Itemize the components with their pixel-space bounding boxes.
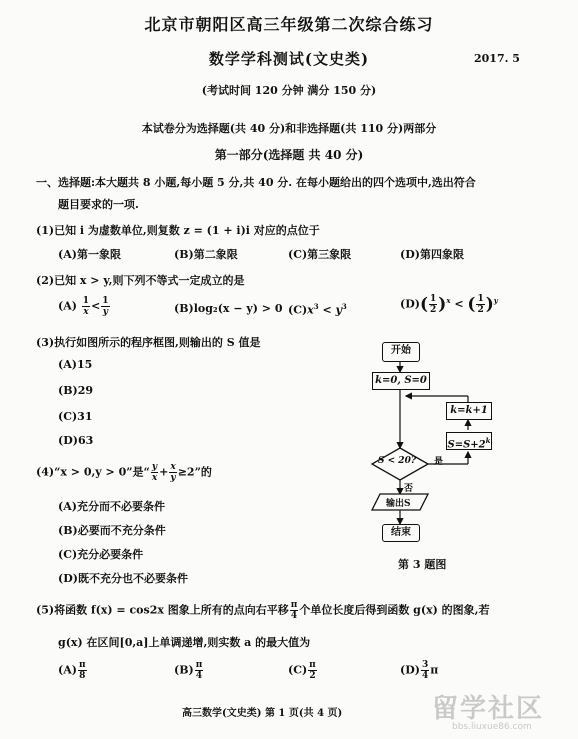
init-node: k=0, S=0 bbox=[372, 372, 430, 390]
q3-option-d: (D)63 bbox=[58, 434, 94, 447]
output-text: 输出S bbox=[386, 499, 411, 509]
q2-option-b: (B)log₂(x − y) > 0 bbox=[174, 302, 283, 315]
q5-option-c: (C) $\frac{\pi}{2}$ bbox=[288, 660, 316, 681]
q4-stem-pre: (4)“x > 0,y > 0”是“ bbox=[36, 465, 150, 479]
q2-option-c-label: (C) bbox=[288, 303, 308, 317]
q1-stem: (1)已知 i 为虚数单位,则复数 z = (1 + i)i 对应的点位于 bbox=[36, 224, 320, 237]
q4-option-b: (B)必要而不充分条件 bbox=[58, 524, 166, 537]
q2-option-d: (D)( $\frac{1}{2}$ )$^x$ < ( $\frac{1}{2}$ )$^y$ bbox=[400, 294, 498, 315]
q1-option-c: (C)第三象限 bbox=[288, 248, 352, 261]
q3-stem: (3)执行如图所示的程序框图,则输出的 S 值是 bbox=[36, 336, 261, 349]
q5-stem-line2: g(x) 在区间[0,a]上单调递增,则实数 a 的最大值为 bbox=[58, 636, 311, 649]
yes-label: 是 bbox=[434, 457, 444, 467]
q4-option-a: (A)充分而不必要条件 bbox=[58, 500, 165, 513]
no-label: 否 bbox=[404, 484, 414, 494]
q2-stem: (2)已知 x > y,则下列不等式一定成立的是 bbox=[36, 274, 245, 287]
q2-option-a-label: (A) bbox=[58, 299, 77, 313]
section-heading: 一、选择题:本大题共 8 小题,每小题 5 分,共 40 分. 在每小题给出的四个选项中,选出符合 bbox=[36, 176, 476, 189]
watermark-logo: 留学社区 bbox=[432, 694, 545, 724]
s-update-exp: k bbox=[485, 436, 491, 445]
decision-text: S < 20? bbox=[378, 456, 417, 466]
q1-option-b: (B)第二象限 bbox=[174, 248, 238, 261]
start-node: 开始 bbox=[382, 342, 420, 362]
q5-option-b-label: (B) bbox=[174, 663, 194, 677]
q5-option-a: (A) $\frac{\pi}{8}$ bbox=[58, 660, 86, 681]
frac-1-over-x: $\frac{1}{x}$ bbox=[82, 296, 90, 317]
q1-option-a: (A)第一象限 bbox=[58, 248, 121, 261]
part-title: 第一部分(选择题 共 40 分) bbox=[214, 148, 364, 162]
q4-stem: (4)“x > 0,y > 0”是“ $\frac{y}{x}$ + $\frac{x}{y}$ ≥2”的 bbox=[36, 462, 212, 483]
exam-subtitle: 数学学科测试(文史类) bbox=[208, 50, 370, 68]
exam-title: 北京市朝阳区高三年级第二次综合练习 bbox=[144, 15, 434, 34]
q5-option-d-label: (D) bbox=[400, 663, 420, 677]
time-score: (考试时间 120 分钟 满分 150 分) bbox=[201, 84, 377, 97]
q1-option-d: (D)第四象限 bbox=[400, 248, 464, 261]
q5-option-a-label: (A) bbox=[58, 663, 77, 677]
q5-option-b: (B) $\frac{\pi}{4}$ bbox=[174, 660, 203, 681]
q5-line1-post: 个单位长度后得到函数 g(x) 的图象,若 bbox=[299, 603, 490, 617]
figure-caption: 第 3 题图 bbox=[398, 558, 447, 571]
watermark-url: bbs.liuxue86.com bbox=[452, 722, 532, 732]
q4-option-c: (C)充分必要条件 bbox=[58, 548, 144, 561]
q3-option-b: (B)29 bbox=[58, 384, 94, 397]
s-update-node bbox=[446, 432, 492, 450]
q5-stem-line1: (5)将函数 f(x) = cos2x 图象上所有的点向右平移 $\frac{\pi}{4}$ 个单位长度后得到函数 g(x) 的图象,若 bbox=[36, 600, 490, 621]
q2-option-c: $(C)x^3 < y^3$ bbox=[288, 302, 347, 317]
flowchart bbox=[356, 334, 516, 574]
q4-option-d: (D)既不充分也不必要条件 bbox=[58, 572, 188, 585]
q2-option-a: (A) $\frac{1}{x}$ < $\frac{1}{y}$ bbox=[58, 296, 109, 317]
q5-option-c-label: (C) bbox=[288, 663, 308, 677]
q5-option-d: (D) $\frac{3}{4}$ π bbox=[400, 660, 439, 681]
k-update-node: k=k+1 bbox=[446, 402, 492, 420]
q4-stem-post: ”的 bbox=[194, 465, 212, 479]
q5-line1-pre: (5)将函数 f(x) = cos2x 图象上所有的点向右平移 bbox=[36, 603, 289, 617]
page-footer: 高三数学(文史类) 第 1 页(共 4 页) bbox=[182, 708, 343, 719]
frac-1-over-y: $\frac{1}{y}$ bbox=[102, 296, 109, 317]
section-heading-cont: 题目要求的一项. bbox=[58, 198, 139, 211]
q2-option-d-label: (D) bbox=[400, 297, 420, 311]
paper-structure: 本试卷分为选择题(共 40 分)和非选择题(共 110 分)两部分 bbox=[141, 122, 437, 135]
s-update-text: S=S+2 bbox=[447, 439, 486, 451]
q3-option-c: (C)31 bbox=[58, 410, 93, 423]
q3-option-a: (A)15 bbox=[58, 358, 93, 371]
end-node: 结束 bbox=[382, 524, 420, 542]
exam-date: 2017. 5 bbox=[474, 52, 520, 65]
